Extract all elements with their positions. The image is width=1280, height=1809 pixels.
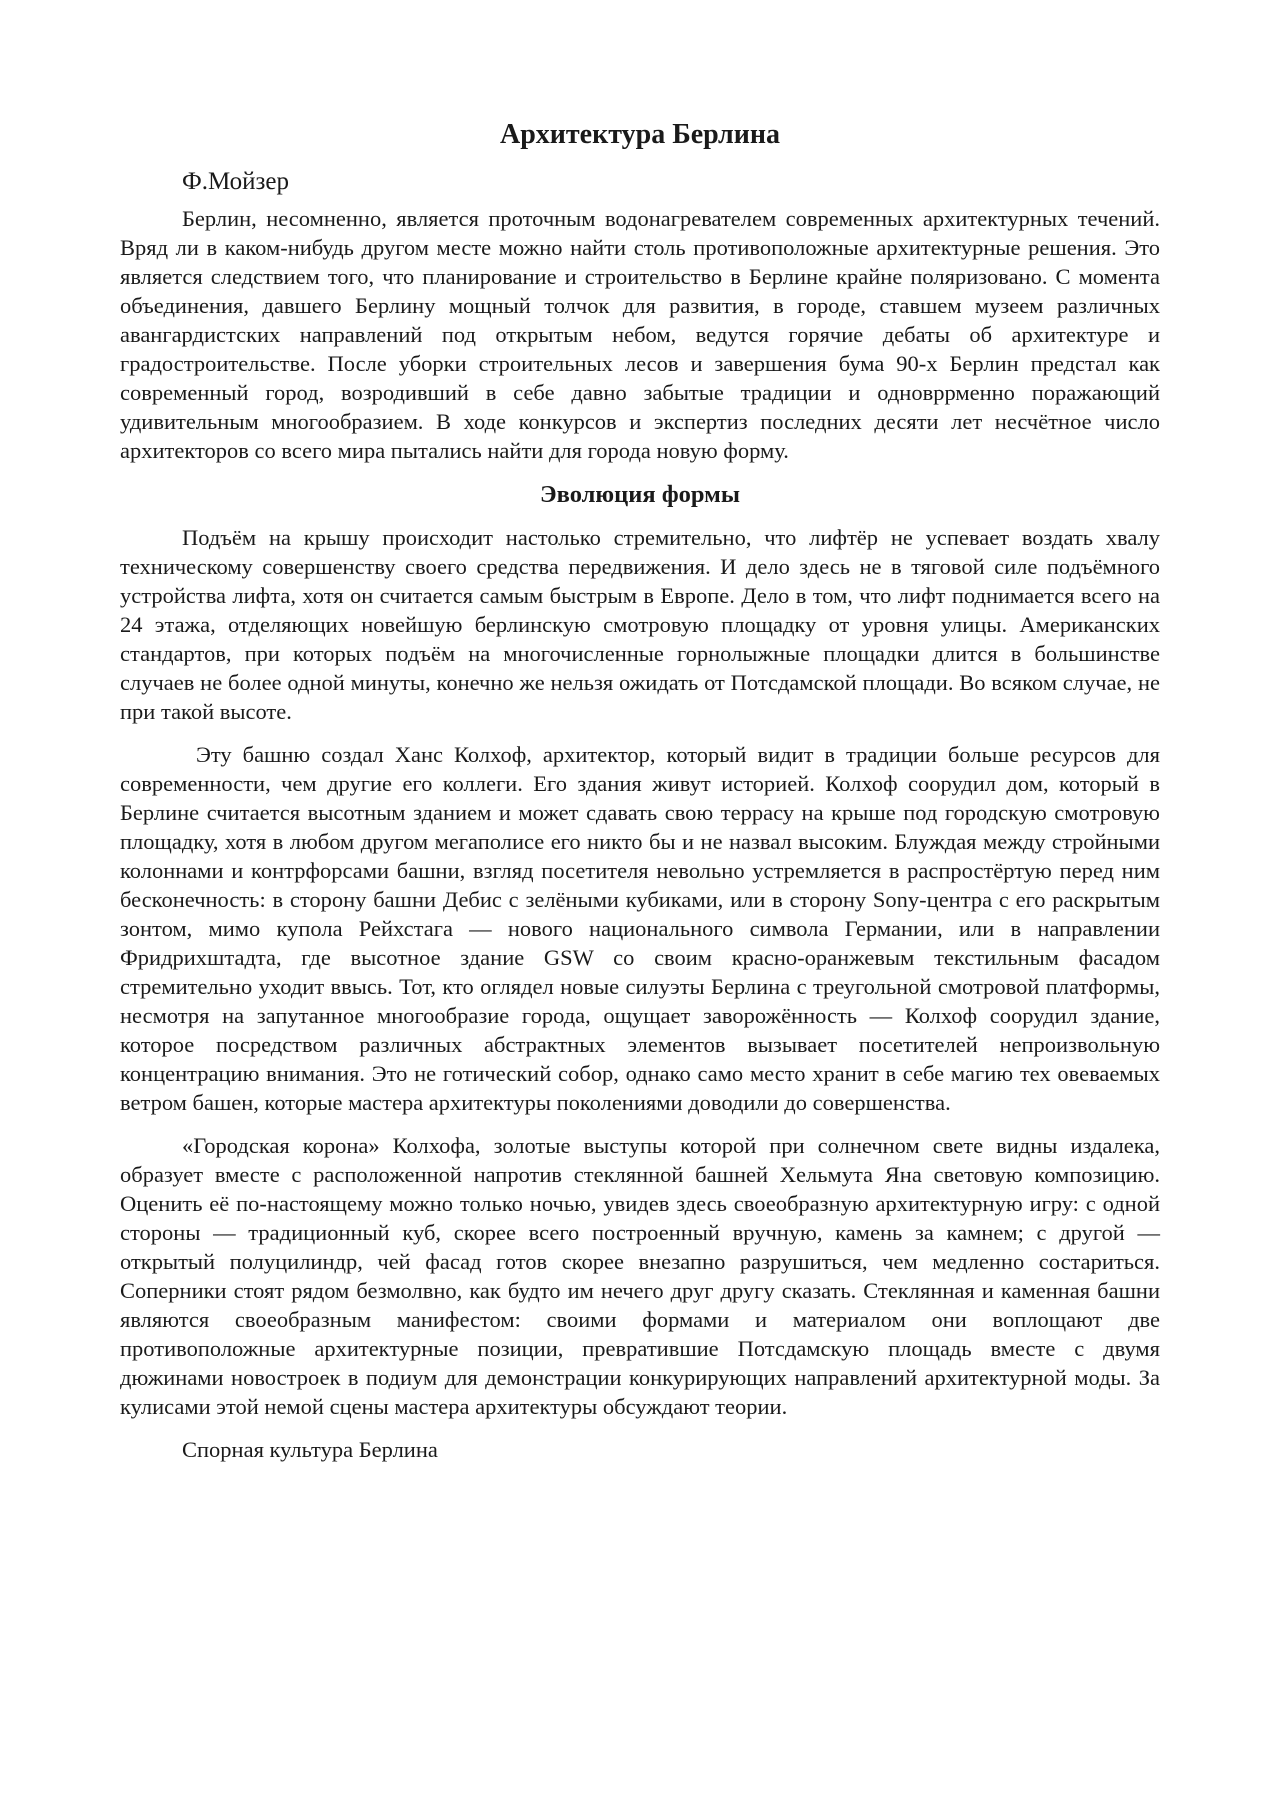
section-heading: Эволюция формы (540, 481, 740, 508)
document-title: Архитектура Берлина (500, 119, 780, 150)
paragraph-elevator: Подъём на крышу происходит настолько стремительно, что лифтёр не успевает воздать хвалу техническому совершенству своего средства передвижения. И дело здесь не в тяговой силе подъёмного устройства лифта, хотя он считается самым быстрым в Европе. Дело в том, что лифт поднимается всего на 24 этажа, отделяющих новейшую берлинскую смотровую площадку от уровня улицы. Американских стандартов, при которых подъём на многочисленные горнолыжные площадки длится в большинстве случаев не более одной минуты, конечно же нельзя ожидать от Потсдамской площади. Во всяком случае, не при такой высоте. (120, 525, 1160, 724)
document-body (120, 118, 1160, 1464)
closing-line: Спорная культура Берлина (182, 1437, 438, 1462)
intro-paragraph: Берлин, несомненно, является проточным водонагревателем современных архитектурных течений. Вряд ли в каком-нибудь другом месте можно найти столь противоположные архитектурные решения. Это является следствием того, что планирование и строительство в Берлине крайне поляризовано. С момента объединения, давшего Берлину мощный толчок для развития, в городе, ставшем музеем различных авангардистских направлений под открытым небом, ведутся горячие дебаты об архитектуре и градостроительстве. После уборки строительных лесов и завершения бума 90-х Берлин предстал как современный город, возродивший в себе давно забытые традиции и одновррменно поражающий удивительным многообразием. В ходе конкурсов и экспертиз последних десяти лет несчётное число архитекторов со всего мира пытались найти для города новую форму. (120, 206, 1160, 463)
paragraph-kollhoff-tower: Эту башню создал Ханс Колхоф, архитектор, который видит в традиции больше ресурсов для современности, чем другие его коллеги. Его здания живут историей. Колхоф соорудил дом, который в Берлине считается высотным зданием и может сдавать свою террасу на крыше под городскую смотровую площадку, хотя в любом другом мегаполисе его никто бы и не назвал высоким. Блуждая между стройными колоннами и контрфорсами башни, взгляд посетителя невольно устремляется в распростёртую перед ним бесконечность: в сторону башни Дебис с зелёными кубиками, или в сторону Sony-центра с его раскрытым зонтом, мимо купола Рейхстага — нового национального символа Германии, или в направлении Фридрихштадта, где высотное здание GSW со своим красно-оранжевым текстильным фасадом стремительно уходит ввысь. Тот, кто оглядел новые силуэты Берлина с треугольной смотровой платформы, несмотря на запутанное многообразие города, ощущает заворожённость — Колхоф соорудил здание, которое посредством различных абстрактных элементов вызывает посетителей непроизвольную концентрацию внимания. Это не готический собор, однако само место хранит в себе магию тех овеваемых ветром башен, которые мастера архитектуры поколениями доводили до совершенства. (120, 742, 1160, 1115)
paragraph-city-crown: «Городская корона» Колхофа, золотые выступы которой при солнечном свете видны издалека, образует вместе с расположенной напротив стеклянной башней Хельмута Яна световую композицию. Оценить её по-настоящему можно только ночью, увидев здесь своеобразную архитектурную игру: с одной стороны — традиционный куб, скорее всего построенный вручную, камень за камнем; с другой — открытый полуцилиндр, чей фасад готов скорее внезапно разрушиться, чем медленно состариться. Соперники стоят рядом безмолвно, как будто им нечего друг другу сказать. Стеклянная и каменная башни являются своеобразным манифестом: своими формами и материалом они воплощают две противоположные архитектурные позиции, превратившие Потсдамскую площадь вместе с двумя дюжинами новостроек в подиум для демонстрации конкурирующих направлений архитектурной моды. За кулисами этой немой сцены мастера архитектуры обсуждают теории. (120, 1133, 1160, 1419)
author-name: Ф.Мойзер (182, 168, 289, 195)
